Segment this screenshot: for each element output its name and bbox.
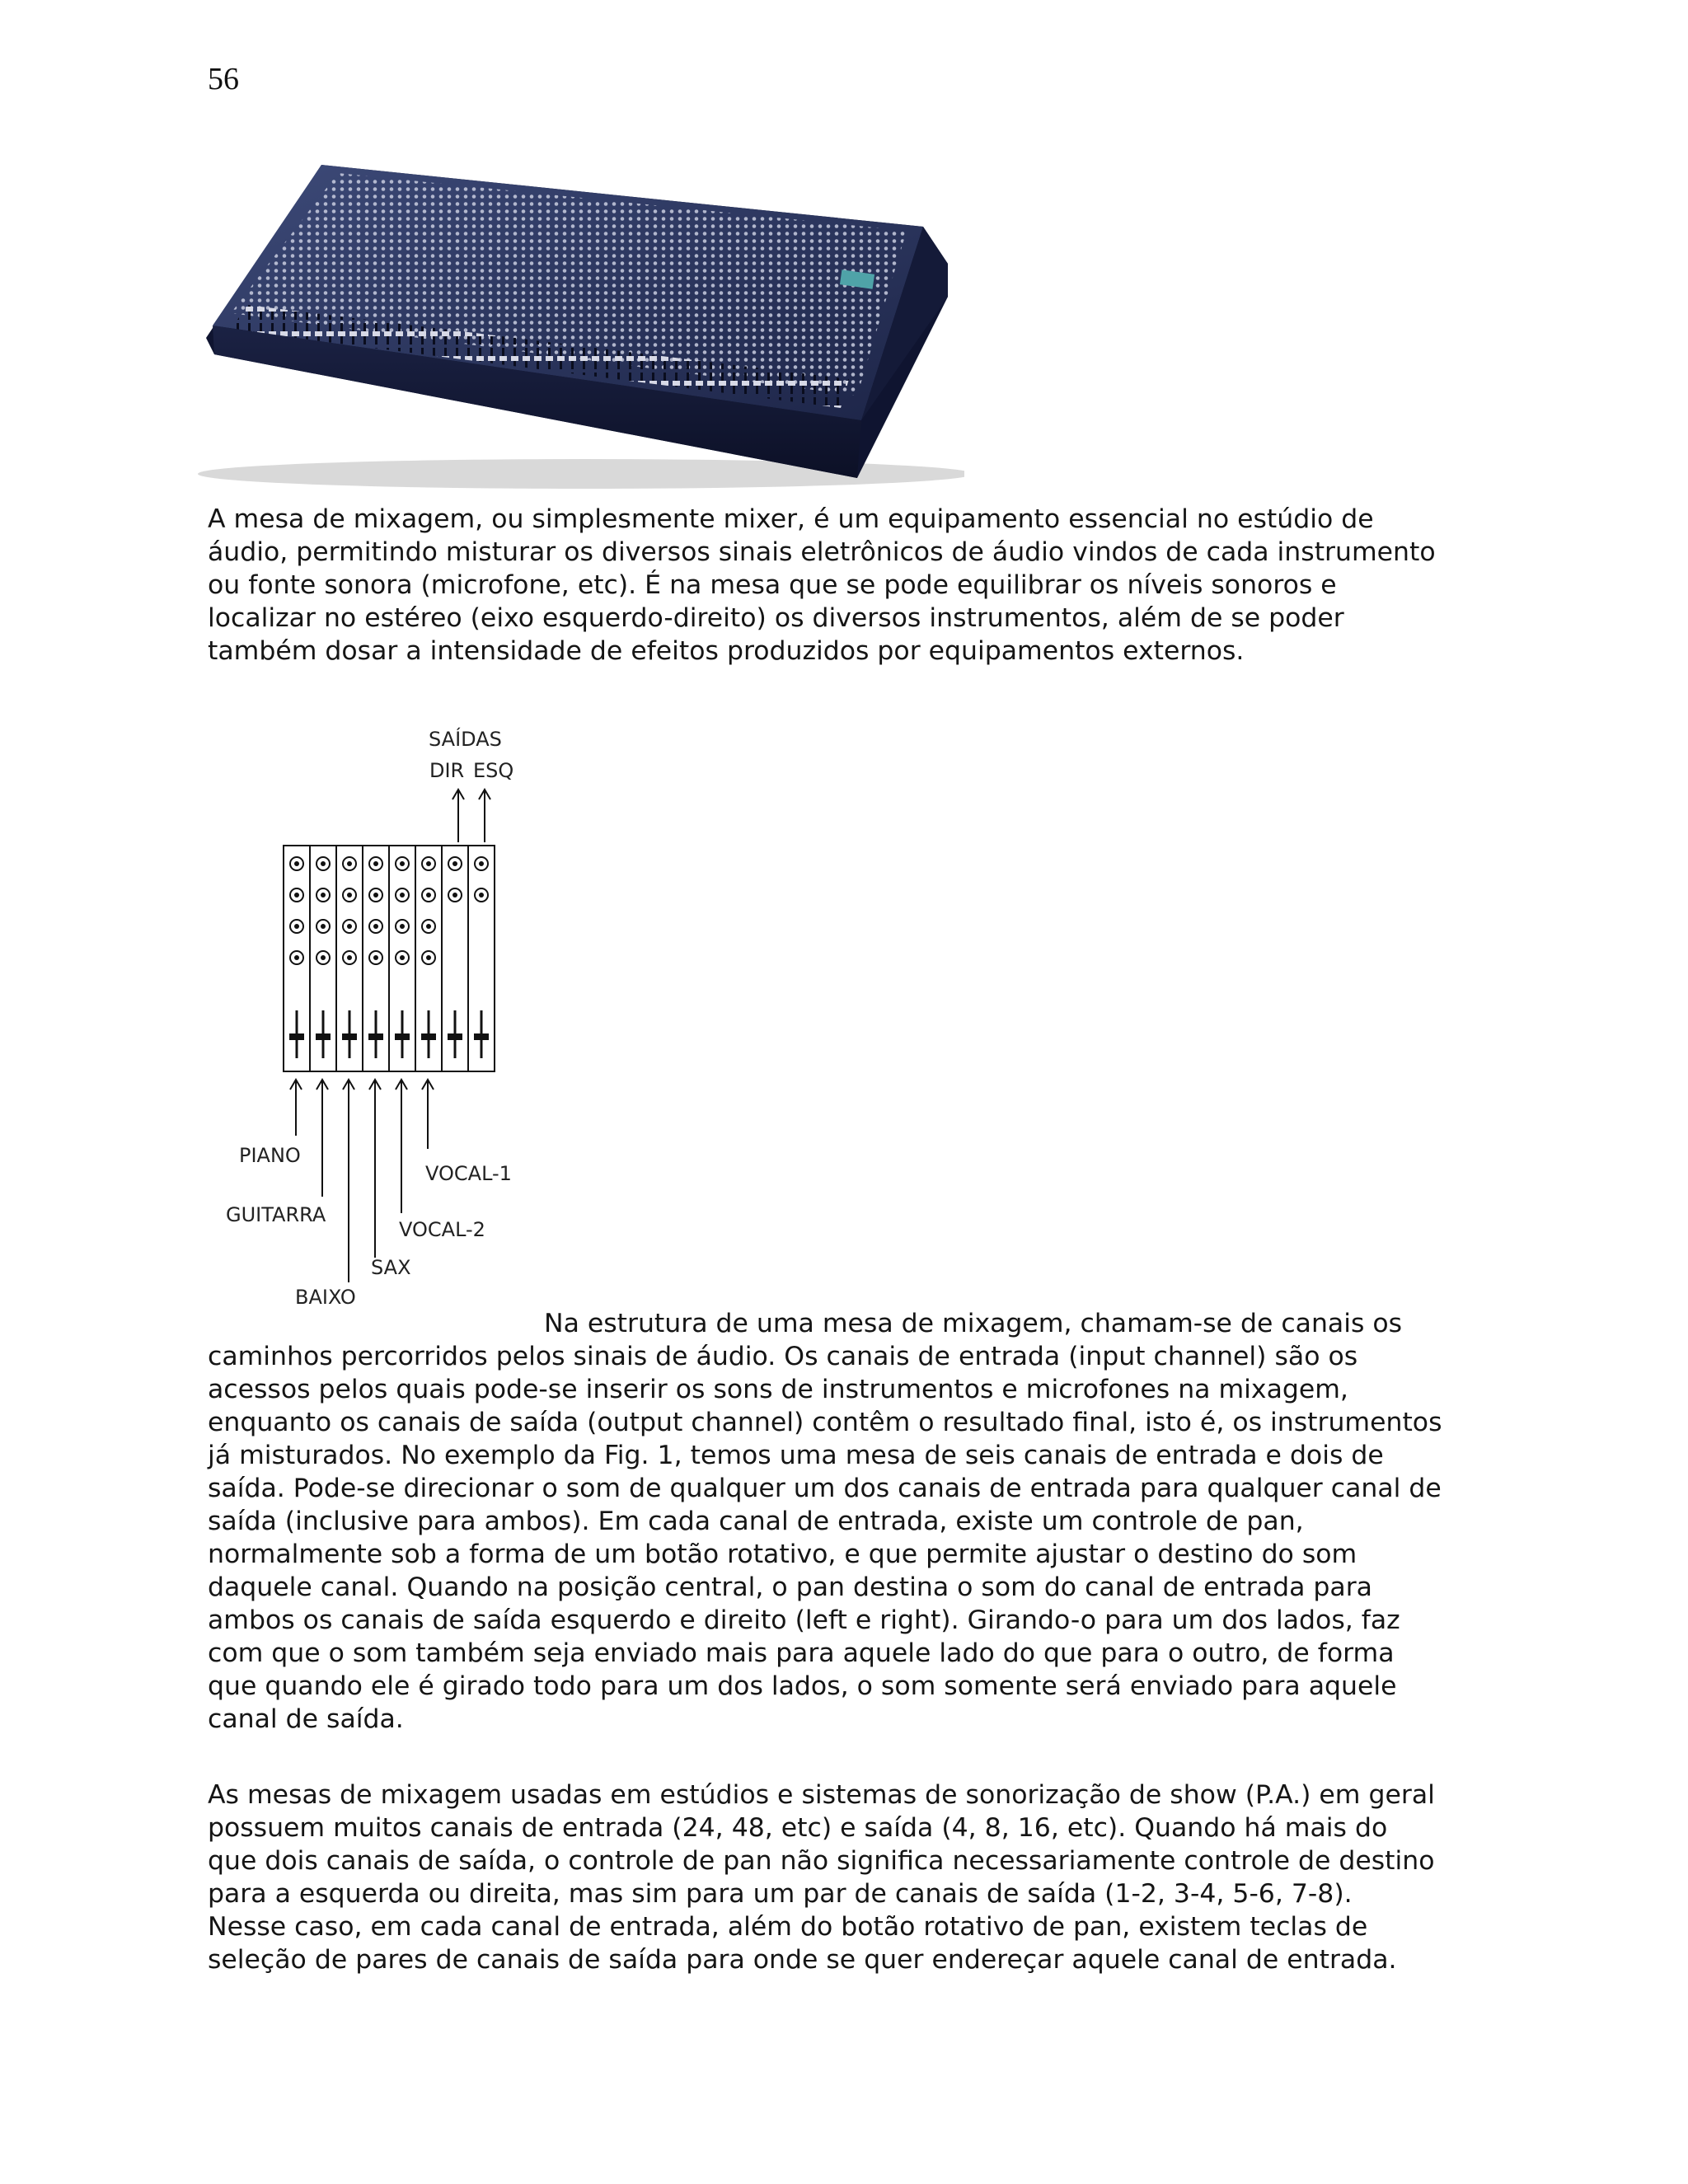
knob-center [452,861,457,866]
text-line: áudio, permitindo misturar os diversos sinais eletrônicos de áudio vindos de cada instrumento [208,537,1436,567]
page-number: 56 [208,62,239,96]
fader-knob [316,1033,331,1040]
text-line: ou fonte sonora (microfone, etc). É na mesa que se pode equilibrar os níveis sonoros e [208,570,1337,600]
knob-center [294,861,299,866]
knob-center [373,924,378,929]
text-line: que quando ele é girado todo para um dos lados, o som somente será enviado para aquele [208,1671,1397,1701]
text-line: para a esquerda ou direita, mas sim para um par de canais de saída (1-2, 3-4, 5-6, 7-8). [208,1879,1353,1909]
output-arrows [452,790,490,842]
mixer-console-photo [198,148,964,494]
text-line: enquanto os canais de saída (output channel) contêm o resultado final, isto é, os instrumentos [208,1408,1442,1437]
text-line: Na estrutura de uma mesa de mixagem, chamam-se de canais os [544,1309,1403,1338]
input-label-baixo: BAIXO [295,1286,356,1309]
knob-center [294,924,299,929]
knob-center [373,955,378,960]
text-line: ambos os canais de saída esquerdo e direito (left e right). Girando-o para um dos lados, faz [208,1605,1400,1635]
knob-center [479,861,484,866]
mixer-routing-diagram [214,717,544,1310]
knob-center [373,861,378,866]
knob-center [321,955,326,960]
knob-center [347,893,352,898]
text-line: também dosar a intensidade de efeitos produzidos por equipamentos externos. [208,636,1245,666]
knob-center [347,955,352,960]
knob-center [294,893,299,898]
text-line: que dois canais de saída, o controle de pan não significa necessariamente controle de destino [208,1846,1435,1876]
fader-knob [368,1033,383,1040]
knob-center [347,861,352,866]
mixer-channels [284,846,495,1071]
intro-paragraph [208,503,1526,668]
channels-paragraph [208,1307,1526,1736]
fader-knob [395,1033,410,1040]
input-label-vocal1: VOCAL-1 [425,1162,512,1185]
fader-knob [474,1033,489,1040]
text-line: As mesas de mixagem usadas em estúdios e sistemas de sonorização de show (P.A.) em geral [208,1780,1435,1810]
knob-center [426,924,431,929]
knob-center [426,955,431,960]
knob-center [321,924,326,929]
knob-center [479,893,484,898]
outputs-title: SAÍDAS [429,728,502,751]
knob-center [452,893,457,898]
knob-center [426,861,431,866]
knob-center [400,955,405,960]
knob-center [400,893,405,898]
fader-knob [342,1033,357,1040]
input-arrows [290,1080,434,1282]
text-line: localizar no estéreo (eixo esquerdo-direito) os diversos instrumentos, além de se poder [208,603,1344,633]
fader-knob [421,1033,436,1040]
input-label-piano: PIANO [239,1144,301,1167]
fader-knob [289,1033,304,1040]
text-line: Nesse caso, em cada canal de entrada, além do botão rotativo de pan, existem teclas de [208,1912,1368,1942]
text-line: saída. Pode-se direcionar o som de qualquer um dos canais de entrada para qualquer canal de [208,1474,1442,1503]
text-line: saída (inclusive para ambos). Em cada canal de entrada, existe um controle de pan, [208,1507,1304,1536]
text-line: canal de saída. [208,1704,404,1734]
knob-center [347,924,352,929]
text-line: caminhos percorridos pelos sinais de áudio. Os canais de entrada (input channel) são os [208,1342,1358,1371]
text-line: já misturados. No exemplo da Fig. 1, temos uma mesa de seis canais de entrada e dois de [208,1441,1384,1470]
text-line: com que o som também seja enviado mais para aquele lado do que para o outro, de forma [208,1638,1395,1668]
knob-center [400,861,405,866]
text-line: possuem muitos canais de entrada (24, 48, etc) e saída (4, 8, 16, etc). Quando há mais do [208,1813,1388,1843]
knob-center [294,955,299,960]
knob-center [426,893,431,898]
text-line: A mesa de mixagem, ou simplesmente mixer, é um equipamento essencial no estúdio de [208,504,1374,534]
text-line: acessos pelos quais pode-se inserir os sons de instrumentos e microfones na mixagem, [208,1375,1348,1404]
pa-paragraph [208,1779,1526,1976]
output-dir-label: DIR [429,759,465,782]
text-line: normalmente sob a forma de um botão rotativo, e que permite ajustar o destino do som [208,1540,1357,1569]
knob-center [321,861,326,866]
input-label-vocal2: VOCAL-2 [399,1218,485,1241]
input-label-sax: SAX [371,1256,411,1279]
knob-center [373,893,378,898]
output-esq-label: ESQ [473,759,514,782]
fader-knob [448,1033,462,1040]
text-line: daquele canal. Quando na posição central, o pan destina o som do canal de entrada para [208,1572,1372,1602]
text-line: seleção de pares de canais de saída para onde se quer endereçar aquele canal de entrada. [208,1945,1397,1975]
knob-center [400,924,405,929]
knob-center [321,893,326,898]
input-label-guitarra: GUITARRA [226,1203,326,1226]
